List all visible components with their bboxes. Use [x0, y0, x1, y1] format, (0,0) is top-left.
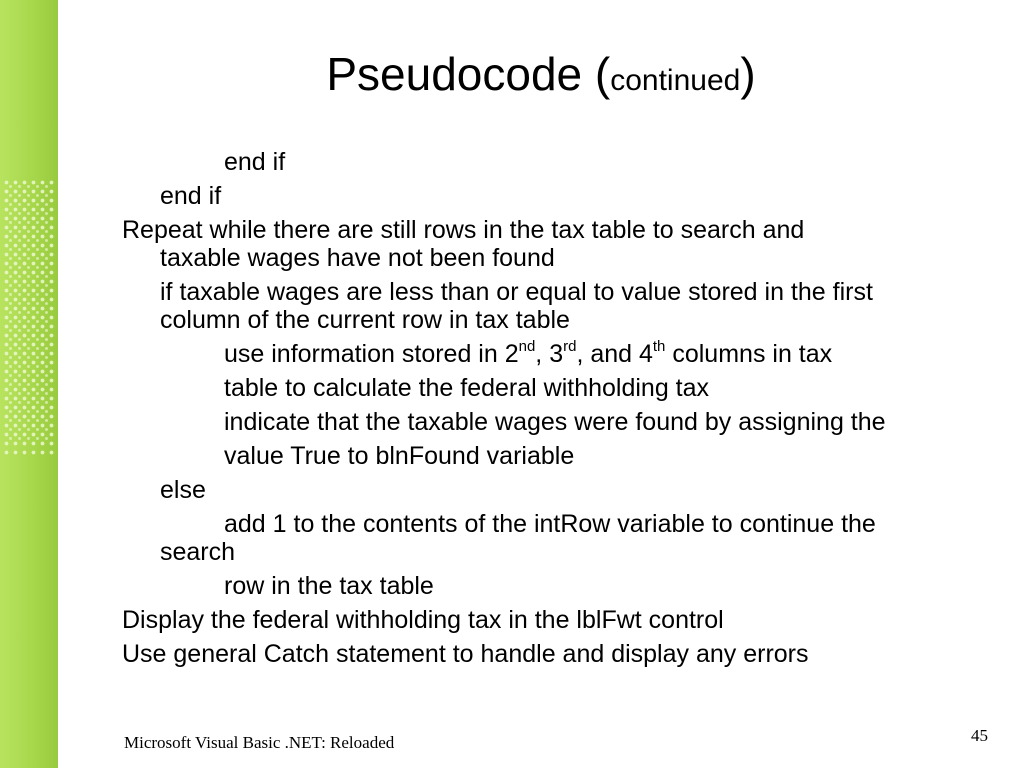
pseudocode-line: Repeat while there are still rows in the tax table to search and [122, 216, 805, 244]
pseudocode-line: row in the tax table [224, 572, 434, 600]
pseudocode-line: table to calculate the federal withholding tax [224, 374, 710, 402]
pseudocode-line: else [160, 476, 206, 504]
pseudocode-line: Display the federal withholding tax in the lblFwt control [122, 606, 724, 634]
pseudocode-line: value True to blnFound variable [224, 442, 575, 470]
pseudocode-line: taxable wages have not been found [160, 244, 555, 272]
pseudocode-line: Use general Catch statement to handle and display any errors [122, 640, 809, 668]
pseudocode-line: end if [160, 182, 222, 210]
info-text-4: columns in tax [665, 340, 833, 368]
pseudocode-line: column of the current row in tax table [160, 306, 570, 334]
info-text-3: , and 4 [576, 340, 653, 368]
pseudocode-line: end if [224, 148, 286, 176]
slide-title [58, 46, 1024, 109]
title-continued: continued [610, 64, 741, 97]
title-close-paren: ) [740, 48, 756, 100]
pseudocode-line: if taxable wages are less than or equal to value stored in the first [160, 278, 873, 306]
pseudocode-line: add 1 to the contents of the intRow variable to continue the [224, 510, 876, 538]
pseudocode-line: indicate that the taxable wages were found by assigning the [224, 408, 886, 436]
info-text-1: use information stored in 2 [224, 340, 519, 368]
page-number: 45 [971, 726, 988, 745]
decorative-sidebar [0, 0, 58, 768]
info-sup-th: th [652, 337, 666, 355]
pseudocode-line-info [224, 339, 832, 369]
sidebar-dot-highlight [6, 182, 50, 442]
footer-text: Microsoft Visual Basic .NET: Reloaded [124, 733, 395, 752]
info-sup-nd: nd [518, 337, 536, 355]
info-sup-rd: rd [563, 337, 577, 355]
info-text-2: , 3 [535, 340, 564, 368]
pseudocode-line: search [160, 538, 236, 566]
title-main: Pseudocode ( [326, 48, 611, 100]
